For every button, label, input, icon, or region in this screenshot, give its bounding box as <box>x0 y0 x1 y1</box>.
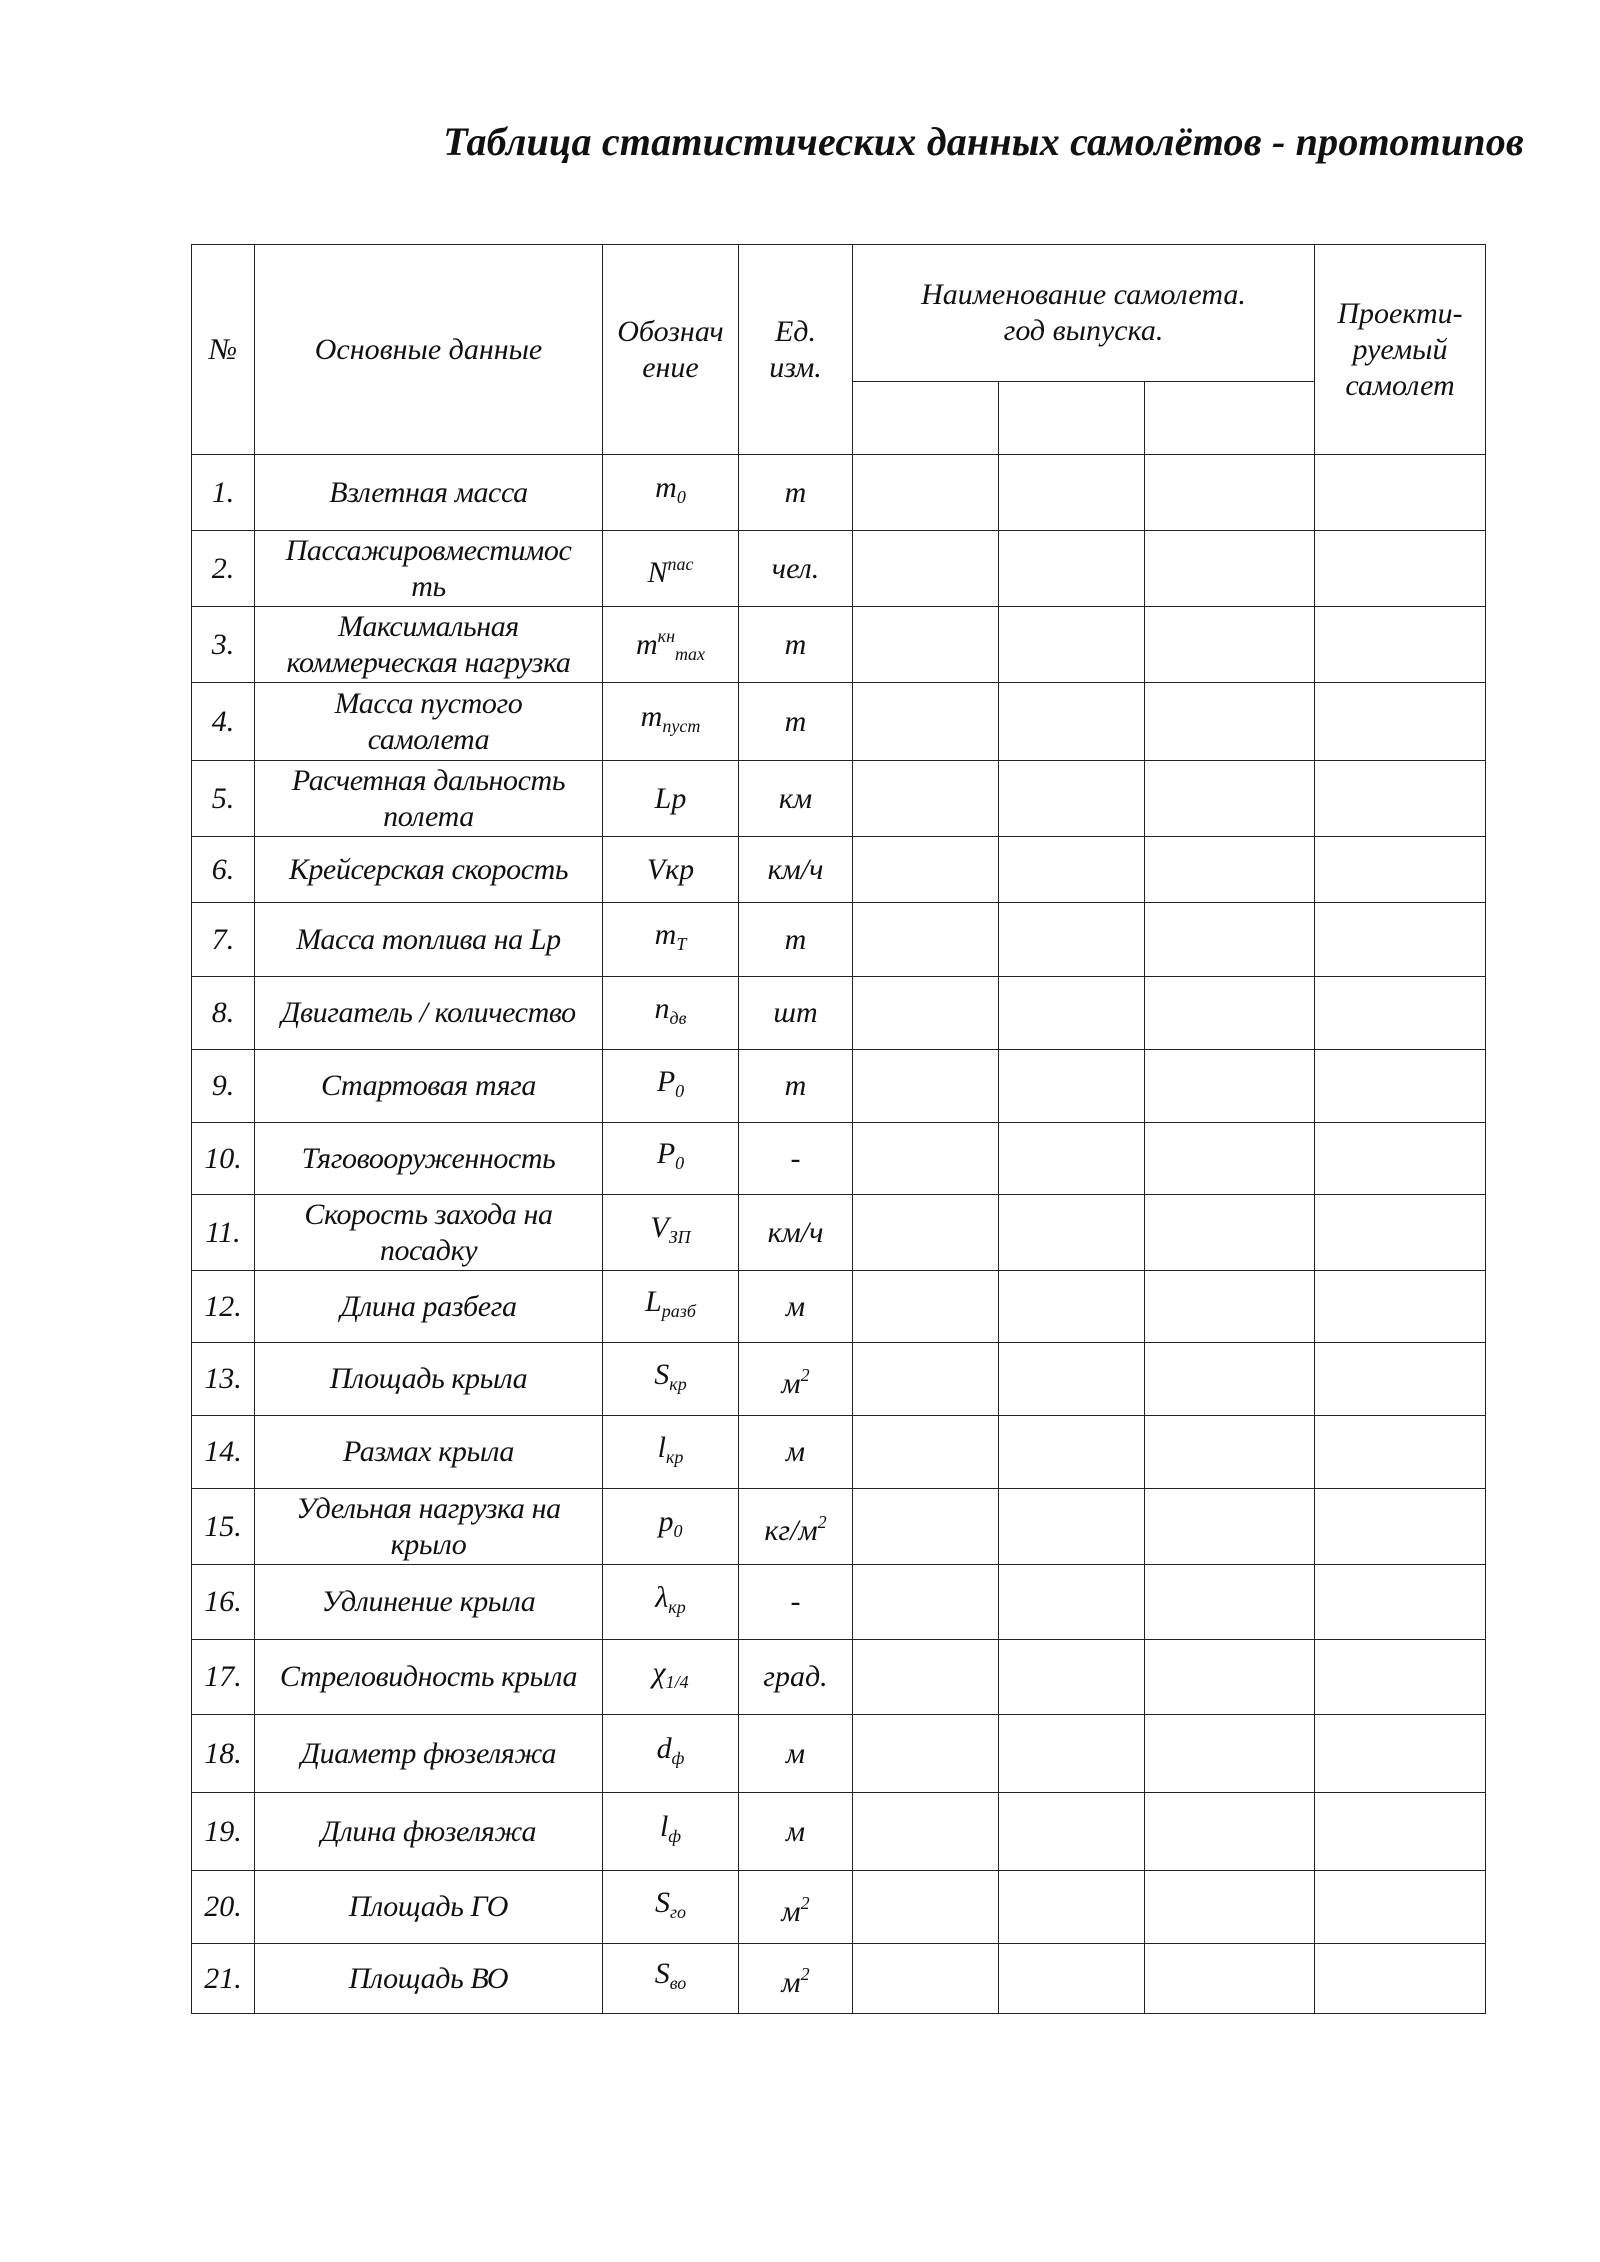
designation-symbol: m <box>635 627 658 661</box>
row-unit <box>739 1715 853 1793</box>
row-number: 2. <box>192 531 255 607</box>
row-parameter-name <box>255 607 603 683</box>
unit-text: т <box>784 704 807 738</box>
row-number: 14. <box>192 1416 255 1489</box>
header-designation-line1: Обознач <box>617 314 724 348</box>
table-row <box>192 1871 1486 1944</box>
row-designation <box>603 455 739 531</box>
header-main-data: Основные данные <box>255 245 603 455</box>
table-row <box>192 977 1486 1050</box>
table-row <box>192 1416 1486 1489</box>
designation-symbol: χ <box>652 1655 666 1689</box>
row-designation <box>603 607 739 683</box>
designation-subscript: во <box>669 1973 687 1993</box>
table-row <box>192 837 1486 903</box>
header-designation <box>603 245 739 455</box>
row-parameter-name: Площадь ГО <box>255 1871 603 1944</box>
row-parameter-name <box>255 761 603 837</box>
header-designed-line2: руемый <box>1352 332 1448 366</box>
unit-text: км/ч <box>767 852 824 886</box>
row-parameter-name <box>255 683 603 761</box>
aircraft-2-cell[interactable] <box>999 977 1145 1050</box>
aircraft-1-cell[interactable] <box>853 1640 999 1715</box>
aircraft-2-cell[interactable] <box>999 1793 1145 1871</box>
designed-aircraft-cell[interactable] <box>1315 607 1486 683</box>
table-row <box>192 1793 1486 1871</box>
designation-symbol: λ <box>655 1580 669 1614</box>
row-number: 8. <box>192 977 255 1050</box>
row-number: 6. <box>192 837 255 903</box>
aircraft-1-cell[interactable] <box>853 607 999 683</box>
row-designation <box>603 1050 739 1123</box>
unit-text: шт <box>773 996 818 1029</box>
aircraft-3-cell[interactable] <box>1145 837 1315 903</box>
aircraft-3-cell[interactable] <box>1145 1793 1315 1871</box>
header-unit-line2: изм. <box>769 350 822 384</box>
row-number: 21. <box>192 1944 255 2014</box>
row-parameter-name: Диаметр фюзеляжа <box>255 1715 603 1793</box>
row-parameter-name: Длина разбега <box>255 1271 603 1343</box>
unit-text: кг/м <box>764 1514 818 1547</box>
row-parameter-name: Размах крыла <box>255 1416 603 1489</box>
row-designation <box>603 1715 739 1793</box>
row-designation <box>603 1489 739 1565</box>
parameter-name-line1: Масса пустого <box>334 686 523 720</box>
row-number: 13. <box>192 1343 255 1416</box>
designed-aircraft-cell[interactable] <box>1315 977 1486 1050</box>
row-unit <box>739 903 853 977</box>
row-parameter-name: Длина фюзеляжа <box>255 1793 603 1871</box>
page-title: Таблица статистических данных самолётов - прототипов <box>443 119 1524 164</box>
unit-text: м <box>785 1814 806 1848</box>
designation-subscript: 1/4 <box>665 1671 689 1692</box>
aircraft-2-cell[interactable] <box>999 1123 1145 1195</box>
row-number: 5. <box>192 761 255 837</box>
parameter-name-line1: Расчетная дальность <box>291 763 566 797</box>
designed-aircraft-cell[interactable] <box>1315 1195 1486 1271</box>
aircraft-2-cell[interactable] <box>999 903 1145 977</box>
row-unit <box>739 1343 853 1416</box>
aircraft-2-cell[interactable] <box>999 1195 1145 1271</box>
parameter-name-line2: крыло <box>390 1527 467 1561</box>
aircraft-2-cell[interactable] <box>999 1871 1145 1944</box>
table-row <box>192 761 1486 837</box>
row-unit <box>739 837 853 903</box>
table-row <box>192 1050 1486 1123</box>
statistics-table <box>191 244 1486 2014</box>
header-aircraft-line2: год выпуска. <box>1003 314 1164 347</box>
designation-subscript: кр <box>669 1373 687 1394</box>
designation-symbol: P <box>656 1137 676 1170</box>
unit-text: м <box>781 1366 801 1400</box>
aircraft-3-cell[interactable] <box>1145 1050 1315 1123</box>
aircraft-col-3-header <box>1145 382 1315 455</box>
unit-text: т <box>784 1069 807 1102</box>
row-designation <box>603 683 739 761</box>
header-designed-line3: самолет <box>1345 368 1455 402</box>
row-unit <box>739 1271 853 1343</box>
designed-aircraft-cell[interactable] <box>1315 455 1486 531</box>
designation-subscript: дв <box>669 1007 687 1028</box>
row-number: 7. <box>192 903 255 977</box>
header-unit-line1: Ед. <box>774 314 816 348</box>
unit-text: км <box>778 781 813 815</box>
row-unit <box>739 1050 853 1123</box>
unit-text: м <box>781 1894 801 1928</box>
designed-aircraft-cell[interactable] <box>1315 1871 1486 1944</box>
aircraft-1-cell[interactable] <box>853 683 999 761</box>
table-row <box>192 903 1486 977</box>
aircraft-3-cell[interactable] <box>1145 1640 1315 1715</box>
aircraft-1-cell[interactable] <box>853 1123 999 1195</box>
aircraft-3-cell[interactable] <box>1145 1195 1315 1271</box>
designed-aircraft-cell[interactable] <box>1315 1271 1486 1343</box>
row-unit <box>739 1123 853 1195</box>
aircraft-1-cell[interactable] <box>853 761 999 837</box>
aircraft-1-cell[interactable] <box>853 1871 999 1944</box>
row-parameter-name: Взлетная масса <box>255 455 603 531</box>
unit-superscript: 2 <box>800 1892 810 1913</box>
row-unit <box>739 761 853 837</box>
header-unit <box>739 245 853 455</box>
row-designation <box>603 1343 739 1416</box>
designed-aircraft-cell[interactable] <box>1315 531 1486 607</box>
aircraft-3-cell[interactable] <box>1145 1416 1315 1489</box>
header-designation-line2: ение <box>642 350 699 384</box>
row-parameter-name: Крейсерская скорость <box>255 837 603 903</box>
aircraft-2-cell[interactable] <box>999 607 1145 683</box>
row-number: 18. <box>192 1715 255 1793</box>
table-row <box>192 1715 1486 1793</box>
designation-subscript: разб <box>661 1301 696 1321</box>
header-designed-line1: Проекти- <box>1337 296 1463 330</box>
unit-superscript: 2 <box>800 1964 810 1984</box>
parameter-name-line1: Пассажировместимос <box>285 533 572 567</box>
designation-symbol: S <box>654 1885 670 1919</box>
aircraft-1-cell[interactable] <box>853 1195 999 1271</box>
row-unit <box>739 977 853 1050</box>
row-number: 10. <box>192 1123 255 1195</box>
designed-aircraft-cell[interactable] <box>1315 1050 1486 1123</box>
aircraft-1-cell[interactable] <box>853 1271 999 1343</box>
designation-symbol: N <box>647 556 668 589</box>
row-designation <box>603 761 739 837</box>
designed-aircraft-cell[interactable] <box>1315 683 1486 761</box>
row-number: 3. <box>192 607 255 683</box>
designation-symbol: l <box>657 1430 666 1464</box>
designation-symbol: S <box>654 1957 670 1990</box>
aircraft-3-cell[interactable] <box>1145 531 1315 607</box>
aircraft-3-cell[interactable] <box>1145 1271 1315 1343</box>
designation-subscript: ф <box>668 1826 682 1846</box>
designed-aircraft-cell[interactable] <box>1315 903 1486 977</box>
parameter-name-line2: полета <box>383 799 474 833</box>
row-designation <box>603 903 739 977</box>
designation-symbol: n <box>654 991 670 1025</box>
row-designation <box>603 1793 739 1871</box>
aircraft-1-cell[interactable] <box>853 903 999 977</box>
aircraft-2-cell[interactable] <box>999 1343 1145 1416</box>
aircraft-3-cell[interactable] <box>1145 1944 1315 2014</box>
row-parameter-name: Двигатель / количество <box>255 977 603 1050</box>
parameter-name-line2: посадку <box>379 1233 478 1267</box>
aircraft-3-cell[interactable] <box>1145 1343 1315 1416</box>
designed-aircraft-cell[interactable] <box>1315 1416 1486 1489</box>
table-row <box>192 1489 1486 1565</box>
row-unit <box>739 607 853 683</box>
row-unit <box>739 1565 853 1640</box>
row-number: 16. <box>192 1565 255 1640</box>
designation-superscript: кн <box>657 625 676 646</box>
row-number: 4. <box>192 683 255 761</box>
row-designation <box>603 1416 739 1489</box>
table-row <box>192 607 1486 683</box>
designed-aircraft-cell[interactable] <box>1315 1944 1486 2014</box>
aircraft-3-cell[interactable] <box>1145 1715 1315 1793</box>
header-num: № <box>192 245 255 455</box>
designation-subscript: 0 <box>676 487 686 507</box>
aircraft-1-cell[interactable] <box>853 455 999 531</box>
unit-text: км/ч <box>767 1215 824 1249</box>
designation-subscript: го <box>669 1901 687 1922</box>
aircraft-1-cell[interactable] <box>853 531 999 607</box>
unit-text: т <box>784 627 807 661</box>
unit-superscript: 2 <box>800 1364 810 1385</box>
row-number: 12. <box>192 1271 255 1343</box>
designation-symbol: Lр <box>654 781 687 815</box>
aircraft-1-cell[interactable] <box>853 1793 999 1871</box>
aircraft-2-cell[interactable] <box>999 837 1145 903</box>
row-parameter-name <box>255 1489 603 1565</box>
designation-symbol: d <box>656 1732 672 1765</box>
aircraft-1-cell[interactable] <box>853 1489 999 1565</box>
row-designation <box>603 837 739 903</box>
parameter-name-line1: Скорость захода на <box>304 1197 553 1231</box>
aircraft-3-cell[interactable] <box>1145 903 1315 977</box>
aircraft-2-cell[interactable] <box>999 1489 1145 1565</box>
table-row <box>192 1271 1486 1343</box>
designation-symbol: V <box>650 1211 669 1244</box>
row-parameter-name: Стреловидность крыла <box>255 1640 603 1715</box>
designation-subscript: пуст <box>662 716 701 736</box>
designation-symbol: Vкр <box>646 852 695 886</box>
parameter-name-line2: ть <box>411 569 446 603</box>
designed-aircraft-cell[interactable] <box>1315 1343 1486 1416</box>
row-number: 11. <box>192 1195 255 1271</box>
aircraft-1-cell[interactable] <box>853 1715 999 1793</box>
row-designation <box>603 1271 739 1343</box>
row-unit <box>739 1195 853 1271</box>
aircraft-2-cell[interactable] <box>999 1050 1145 1123</box>
aircraft-1-cell[interactable] <box>853 1050 999 1123</box>
row-unit <box>739 683 853 761</box>
designation-subscript: ф <box>671 1748 685 1768</box>
row-unit <box>739 531 853 607</box>
row-designation <box>603 1944 739 2014</box>
designation-symbol: P <box>656 1064 676 1098</box>
designation-symbol: S <box>654 1357 670 1391</box>
aircraft-1-cell[interactable] <box>853 1565 999 1640</box>
unit-text: град. <box>763 1660 828 1693</box>
designed-aircraft-cell[interactable] <box>1315 1489 1486 1565</box>
designed-aircraft-cell[interactable] <box>1315 1793 1486 1871</box>
designation-subscript: ЗП <box>668 1227 691 1247</box>
table-row <box>192 1195 1486 1271</box>
unit-text: м <box>785 1435 806 1468</box>
unit-text: т <box>784 922 807 956</box>
row-designation <box>603 977 739 1050</box>
unit-text: м <box>781 1966 801 1999</box>
aircraft-3-cell[interactable] <box>1145 977 1315 1050</box>
unit-text: - <box>790 1585 801 1618</box>
header-aircraft-name <box>853 245 1315 382</box>
aircraft-col-2-header <box>999 382 1145 455</box>
aircraft-1-cell[interactable] <box>853 1416 999 1489</box>
designation-subscript: кр <box>665 1446 684 1467</box>
designation-subscript: кр <box>668 1596 686 1617</box>
table-row <box>192 455 1486 531</box>
row-unit <box>739 1416 853 1489</box>
unit-superscript: 2 <box>817 1512 827 1532</box>
designation-symbol: m <box>640 700 663 733</box>
row-designation <box>603 1565 739 1640</box>
designed-aircraft-cell[interactable] <box>1315 1715 1486 1793</box>
row-unit <box>739 1793 853 1871</box>
aircraft-2-cell[interactable] <box>999 761 1145 837</box>
aircraft-2-cell[interactable] <box>999 1271 1145 1343</box>
designation-symbol: L <box>645 1285 662 1318</box>
unit-text: м <box>785 1289 806 1323</box>
row-parameter-name: Стартовая тяга <box>255 1050 603 1123</box>
unit-text: чел. <box>771 551 820 585</box>
row-parameter-name <box>255 1195 603 1271</box>
table-row <box>192 1944 1486 2014</box>
aircraft-3-cell[interactable] <box>1145 607 1315 683</box>
unit-text: м <box>785 1736 806 1770</box>
designation-subscript: Т <box>676 934 687 954</box>
header-designed-aircraft <box>1315 245 1486 455</box>
designation-superscript: пас <box>667 554 694 574</box>
designed-aircraft-cell[interactable] <box>1315 1640 1486 1715</box>
aircraft-1-cell[interactable] <box>853 977 999 1050</box>
unit-text: т <box>784 475 807 509</box>
aircraft-2-cell[interactable] <box>999 1640 1145 1715</box>
row-unit <box>739 1871 853 1944</box>
aircraft-3-cell[interactable] <box>1145 683 1315 761</box>
row-unit <box>739 1489 853 1565</box>
aircraft-2-cell[interactable] <box>999 1565 1145 1640</box>
row-unit <box>739 1944 853 2014</box>
row-parameter-name: Масса топлива на Lр <box>255 903 603 977</box>
table-row <box>192 1640 1486 1715</box>
row-parameter-name: Тяговооруженность <box>255 1123 603 1195</box>
table-row <box>192 531 1486 607</box>
row-unit <box>739 1640 853 1715</box>
parameter-name-line2: коммерческая нагрузка <box>286 645 571 679</box>
designation-subscript: 0 <box>673 1521 683 1541</box>
aircraft-2-cell[interactable] <box>999 1416 1145 1489</box>
aircraft-3-cell[interactable] <box>1145 1123 1315 1195</box>
designation-symbol: l <box>659 1810 669 1843</box>
aircraft-3-cell[interactable] <box>1145 761 1315 837</box>
header-aircraft-line1: Наименование самолета. <box>921 278 1246 311</box>
designed-aircraft-cell[interactable] <box>1315 837 1486 903</box>
aircraft-2-cell[interactable] <box>999 683 1145 761</box>
table-row <box>192 1123 1486 1195</box>
designation-symbol: p <box>658 1505 674 1538</box>
aircraft-1-cell[interactable] <box>853 1343 999 1416</box>
row-designation <box>603 1640 739 1715</box>
aircraft-col-1-header <box>853 382 999 455</box>
row-number: 15. <box>192 1489 255 1565</box>
designation-subscript: 0 <box>675 1080 685 1101</box>
row-parameter-name: Площадь крыла <box>255 1343 603 1416</box>
table-row <box>192 683 1486 761</box>
designed-aircraft-cell[interactable] <box>1315 1123 1486 1195</box>
row-number: 9. <box>192 1050 255 1123</box>
aircraft-3-cell[interactable] <box>1145 1871 1315 1944</box>
designation-symbol: m <box>655 471 677 504</box>
row-number: 1. <box>192 455 255 531</box>
row-number: 19. <box>192 1793 255 1871</box>
aircraft-2-cell[interactable] <box>999 455 1145 531</box>
row-designation <box>603 1123 739 1195</box>
aircraft-2-cell[interactable] <box>999 1715 1145 1793</box>
designed-aircraft-cell[interactable] <box>1315 761 1486 837</box>
row-designation <box>603 1871 739 1944</box>
row-parameter-name: Площадь ВО <box>255 1944 603 2014</box>
unit-text: - <box>790 1141 801 1175</box>
row-parameter-name: Удлинение крыла <box>255 1565 603 1640</box>
aircraft-3-cell[interactable] <box>1145 1489 1315 1565</box>
aircraft-1-cell[interactable] <box>853 837 999 903</box>
aircraft-2-cell[interactable] <box>999 531 1145 607</box>
row-number: 17. <box>192 1640 255 1715</box>
parameter-name-line1: Максимальная <box>338 609 519 643</box>
designation-subscript: 0 <box>675 1153 685 1173</box>
designation-subscript: max <box>675 643 706 664</box>
row-unit <box>739 455 853 531</box>
parameter-name-line1: Удельная нагрузка на <box>296 1491 561 1525</box>
aircraft-1-cell[interactable] <box>853 1944 999 2014</box>
designed-aircraft-cell[interactable] <box>1315 1565 1486 1640</box>
table-row <box>192 1343 1486 1416</box>
row-designation <box>603 1195 739 1271</box>
table-row <box>192 1565 1486 1640</box>
row-number: 20. <box>192 1871 255 1944</box>
row-parameter-name <box>255 531 603 607</box>
parameter-name-line2: самолета <box>367 722 490 756</box>
row-designation <box>603 531 739 607</box>
aircraft-2-cell[interactable] <box>999 1944 1145 2014</box>
aircraft-3-cell[interactable] <box>1145 455 1315 531</box>
designation-symbol: m <box>654 918 677 951</box>
aircraft-3-cell[interactable] <box>1145 1565 1315 1640</box>
